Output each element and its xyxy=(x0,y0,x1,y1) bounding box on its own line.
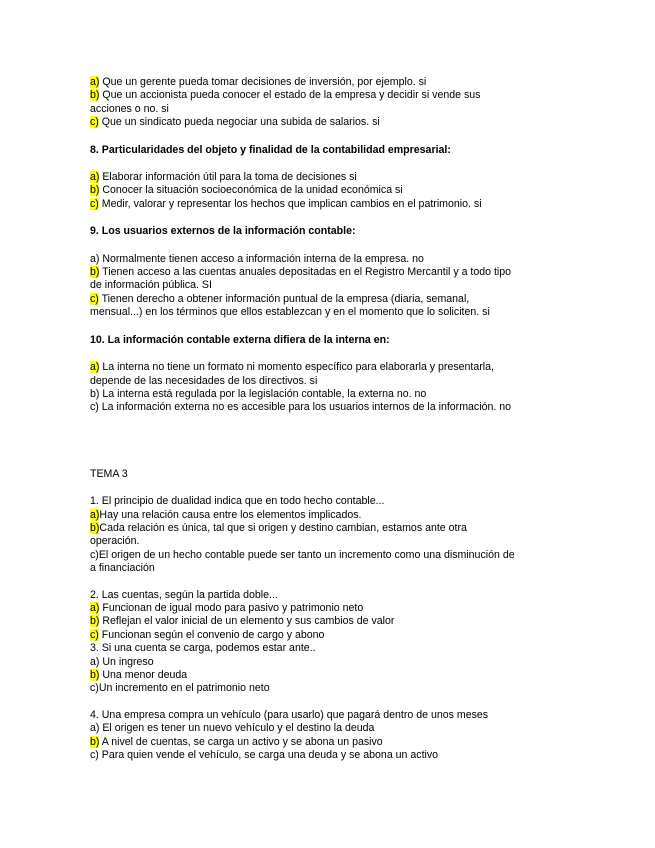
spacer xyxy=(90,320,570,334)
spacer xyxy=(90,696,570,709)
option-text: Medir, valorar y representar los hechos que implican cambios en el patrimonio. si xyxy=(98,197,482,210)
option-text: La interna no tiene un formato ni momento específico para elaborarla y presentarla, xyxy=(99,361,494,374)
q10-option-c: c) La información externa no es accesible para los usuarios internos de la información. no xyxy=(90,401,512,414)
highlight-mark: a) xyxy=(90,601,100,614)
q8-option-b xyxy=(90,184,570,197)
option-text: Conocer la situación socioeconómica de la unidad económica si xyxy=(99,184,403,197)
option-text: Hay una relación causa entre los elementos implicados. xyxy=(99,508,362,521)
t1-title: 1. El principio de dualidad indica que en todo hecho contable... xyxy=(90,495,385,508)
t2-option-c xyxy=(90,629,570,642)
s7-option-c xyxy=(90,116,570,129)
highlight-mark: c) xyxy=(90,197,99,210)
q9-option-c xyxy=(90,293,570,306)
q10-option-a-cont: depende de las necesidades de los directivos. si xyxy=(90,374,318,387)
option-text: Que un gerente pueda tomar decisiones de inversión, por ejemplo. si xyxy=(99,76,427,88)
spacer xyxy=(90,157,570,171)
s7-option-b-cont: acciones o no. si xyxy=(90,102,169,115)
spacer xyxy=(90,130,570,144)
q8-option-c xyxy=(90,198,570,211)
highlight-mark: b) xyxy=(90,735,100,748)
highlight-mark: b) xyxy=(90,89,100,102)
t1-option-c: c)El origen de un hecho contable puede ser tanto un incremento como una disminución de xyxy=(90,548,515,561)
q9-option-a: a) Normalmente tienen acceso a información interna de la empresa. no xyxy=(90,252,424,265)
s7-option-a xyxy=(90,76,570,89)
q8-title: 8. Particularidades del objeto y finalidad de la contabilidad empresarial: xyxy=(90,143,451,156)
t3-title: 3. Si una cuenta se carga, podemos estar ante.. xyxy=(90,642,316,655)
t4-option-b xyxy=(90,736,570,749)
q10-option-b: b) La interna está regulada por la legislación contable, la externa no. no xyxy=(90,387,427,400)
highlight-mark: b) xyxy=(90,184,100,197)
q9-option-c-cont: mensual...) en los términos que ellos establezcan y en el momento que lo soliciten. si xyxy=(90,306,490,319)
q9-option-b xyxy=(90,266,570,279)
spacer xyxy=(90,211,570,225)
option-text: Reflejan el valor inicial de un elemento y sus cambios de valor xyxy=(99,615,395,628)
q8-option-a xyxy=(90,171,570,184)
highlight-mark: a) xyxy=(90,171,100,184)
t1-option-c-cont: a financiación xyxy=(90,562,155,575)
option-text: A nivel de cuentas, se carga un activo y se abona un pasivo xyxy=(99,735,383,748)
q9-option-b-cont: de información pública. SI xyxy=(90,279,212,292)
t4-option-c: c) Para quien vende el vehículo, se carga una deuda y se abona un activo xyxy=(90,749,439,762)
t2-option-a xyxy=(90,602,570,615)
s7-option-b xyxy=(90,89,570,102)
spacer xyxy=(90,239,570,253)
t3-option-c: c)Un incremento en el patrimonio neto xyxy=(90,682,270,695)
highlight-mark: c) xyxy=(90,116,99,129)
option-text: Cada relación es única, tal que si origen y destino cambian, estamos ante otra xyxy=(99,521,467,534)
highlight-mark: b) xyxy=(90,615,100,628)
q10-option-a xyxy=(90,361,570,374)
option-text: Una menor deuda xyxy=(99,669,188,681)
t1-option-a xyxy=(90,509,570,522)
option-text: Tienen derecho a obtener información puntual de la empresa (diaria, semanal, xyxy=(98,292,470,305)
spacer xyxy=(90,481,570,495)
spacer xyxy=(90,576,570,589)
t4-title: 4. Una empresa compra un vehículo (para usarlo) que pagará dentro de unos meses xyxy=(90,708,489,721)
t1-option-b-cont: operación. xyxy=(90,535,140,548)
highlight-mark: a) xyxy=(90,361,100,374)
option-text: Elaborar información útil para la toma de decisiones si xyxy=(99,171,357,184)
option-text: Que un sindicato pueda negociar una subida de salarios. si xyxy=(98,116,380,129)
highlight-mark: a) xyxy=(90,508,100,521)
highlight-mark: c) xyxy=(90,628,99,641)
t1-option-b xyxy=(90,522,570,535)
option-text: Que un accionista pueda conocer el estado de la empresa y decidir si vende sus xyxy=(99,89,481,102)
highlight-mark: a) xyxy=(90,76,100,88)
section-heading-tema: TEMA 3 xyxy=(90,467,128,480)
q10-title: 10. La información contable externa difiera de la interna en: xyxy=(90,333,390,346)
highlight-mark: b) xyxy=(90,521,100,534)
spacer xyxy=(90,347,570,361)
document-page xyxy=(90,76,570,762)
highlight-mark: b) xyxy=(90,669,100,681)
q9-title: 9. Los usuarios externos de la información contable: xyxy=(90,225,356,238)
t2-title: 2. Las cuentas, según la partida doble... xyxy=(90,588,278,601)
t3-option-a: a) Un ingreso xyxy=(90,655,154,668)
highlight-mark: b) xyxy=(90,266,100,279)
option-text: Tienen acceso a las cuentas anuales depositadas en el Registro Mercantil y a todo tipo xyxy=(99,266,512,279)
highlight-mark: c) xyxy=(90,292,99,305)
spacer xyxy=(90,415,570,468)
option-text: Funcionan según el convenio de cargo y abono xyxy=(98,628,325,641)
t4-option-a: a) El origen es tener un nuevo vehículo y el destino la deuda xyxy=(90,722,375,735)
option-text: Funcionan de igual modo para pasivo y patrimonio neto xyxy=(99,601,364,614)
t3-option-b xyxy=(90,669,570,682)
t2-option-b xyxy=(90,615,570,628)
